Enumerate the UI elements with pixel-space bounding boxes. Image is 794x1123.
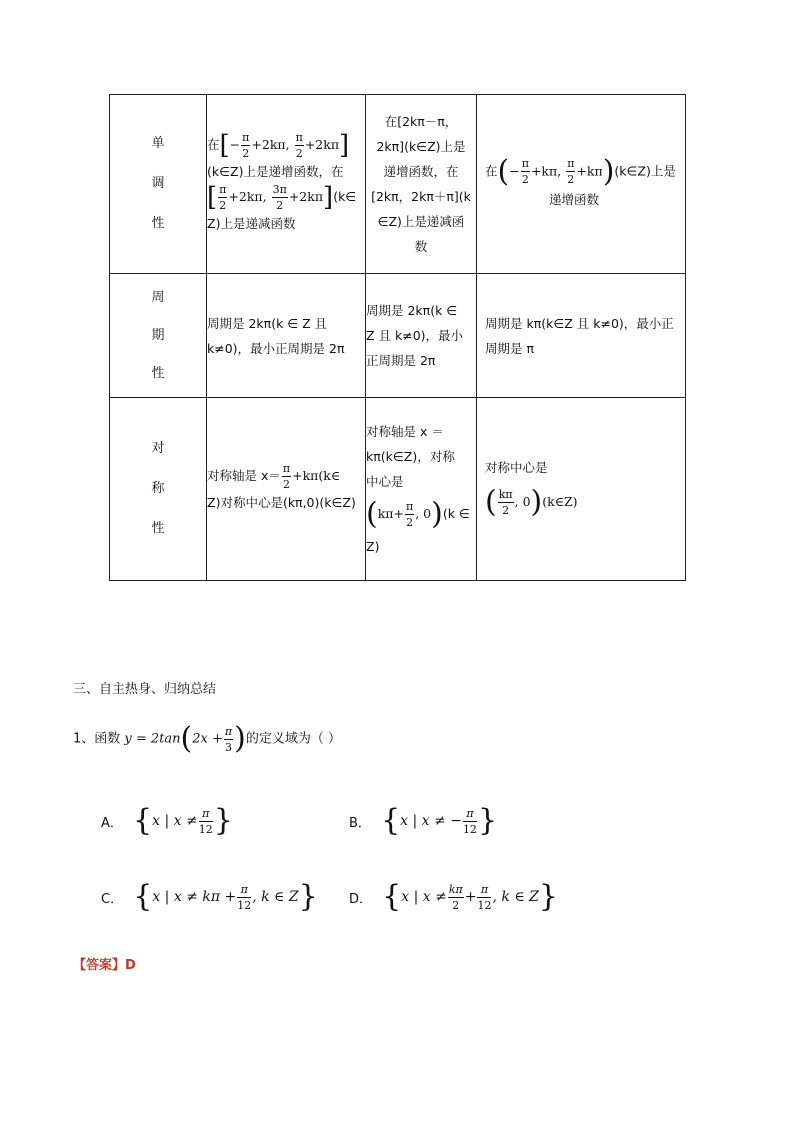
table-row-periodicity [110, 274, 686, 398]
tan-monotonicity-cell: 在(− $\frac{\pi}{2}$ +kπ, $\frac{\pi}{2}$ +kπ)(k∈Z)上是 递增函数 [477, 95, 686, 274]
tan-periodicity-cell: 周期是 kπ(k∈Z 且 k≠0)，最小正 周期是 π [477, 274, 686, 398]
table-row-monotonicity [110, 95, 686, 274]
row-header-symmetry: 对 称 性 [110, 398, 207, 581]
cos-symmetry-cell: 对称轴是 x ＝ kπ(k∈Z)，对称 中心是 (kπ+ $\frac{\pi}{2}$ , 0)(k ∈ Z) [366, 398, 477, 581]
trig-properties-table [109, 94, 686, 581]
sin-symmetry-cell: 对称轴是 x＝ $\frac{\pi}{2}$ +kπ(k∈ Z)对称中心是(kπ,0)(k∈Z) [207, 398, 366, 581]
question-1: 1、函数 y = 2tan(2x + $\frac{\pi}{3}$ )的定义域为（ ） [73, 721, 341, 756]
cos-periodicity-cell: 周期是 2kπ(k ∈ Z 且 k≠0)，最小 正周期是 2π [366, 274, 477, 398]
sin-monotonicity-cell: 在[− $\frac{\pi}{2}$ +2kπ, $\frac{\pi}{2}$ +2kπ] (k∈Z)上是递增函数，在 [ $\frac{\pi}{2}$ +2kπ, $\frac{3\pi}{2}$ +2kπ](k∈ Z)上是递减函数 [207, 95, 366, 274]
cos-monotonicity-cell: 在[2kπ－π， 2kπ](k∈Z)上是 递增函数，在 [2kπ，2kπ＋π](k ∈Z)上是递减函 数 [366, 95, 477, 274]
answer-label: 【答案】D [73, 958, 136, 973]
table-row-symmetry [110, 398, 686, 581]
row-header-periodicity: 周 期 性 [110, 274, 207, 398]
tan-symmetry-cell: 对称中心是 ( $\frac{k\pi}{2}$ , 0)(k∈Z) [477, 398, 686, 581]
option-a[interactable]: A． {x | x ≠ $\frac{\pi}{12}$ } [101, 803, 233, 838]
row-header-monotonicity: 单 调 性 [110, 95, 207, 274]
sin-periodicity-cell: 周期是 2kπ(k ∈ Z 且 k≠0)，最小正周期是 2π [207, 274, 366, 398]
option-c[interactable]: C． {x | x ≠ kπ + $\frac{\pi}{12}$ , k ∈ Z} [101, 879, 318, 914]
option-b[interactable]: B． {x | x ≠ − $\frac{\pi}{12}$ } [349, 803, 498, 838]
section-title: 三、自主热身、归纳总结 [73, 682, 217, 697]
option-d[interactable]: D． {x | x ≠ $\frac{k\pi}{2}$ + $\frac{\pi}{12}$ , k ∈ Z} [349, 879, 558, 914]
